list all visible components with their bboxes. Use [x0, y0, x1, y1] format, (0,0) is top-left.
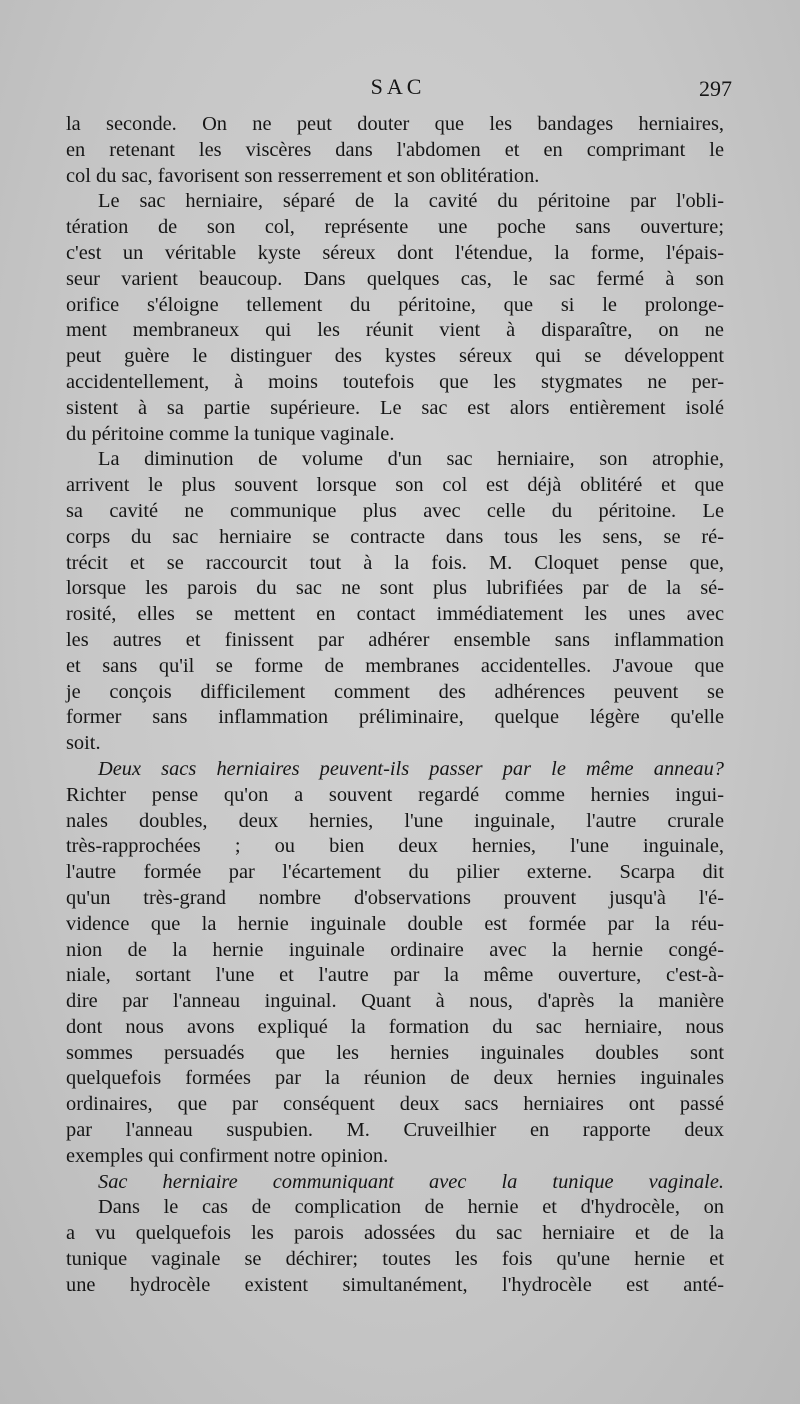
text-line: sa cavité ne communique plus avec celle du péritoine. Le	[66, 499, 724, 522]
text-line: très-rapprochées ; ou bien deux hernies, l'une inguinale,	[66, 835, 724, 858]
text-line: rosité, elles se mettent en contact immédiatement les unes avec	[66, 603, 724, 626]
text-line: tération de son col, représente une poche sans ouverture;	[66, 216, 724, 239]
text-line: col du sac, favorisent son resserrement et son oblitération.	[66, 164, 540, 187]
text-line: exemples qui confirment notre opinion.	[66, 1144, 389, 1167]
text-line: former sans inflammation préliminaire, quelque légère qu'elle	[66, 706, 724, 729]
text-line: lorsque les parois du sac ne sont plus lubrifiées par de la sé-	[66, 577, 724, 600]
text-line: nion de la hernie inguinale ordinaire avec la hernie congé-	[66, 938, 724, 961]
text-line: La diminution de volume d'un sac herniaire, son atrophie,	[98, 448, 724, 471]
text-line: je conçois difficilement comment des adhérences peuvent se	[66, 680, 724, 703]
text-line: orifice s'éloigne tellement du péritoine, que si le prolonge-	[66, 293, 724, 316]
italic-heading-line: Sac herniaire communiquant avec la tunique vaginale.	[98, 1170, 724, 1193]
text-line: Dans le cas de complication de hernie et d'hydrocèle, on	[98, 1196, 724, 1219]
text-line: sommes persuadés que les hernies inguinales doubles sont	[66, 1041, 724, 1064]
text-line: ordinaires, que par conséquent deux sacs herniaires ont passé	[66, 1093, 724, 1116]
page-header	[64, 74, 732, 106]
text-line: nales doubles, deux hernies, l'une inguinale, l'autre crurale	[66, 809, 724, 832]
text-line: et sans qu'il se forme de membranes accidentelles. J'avoue que	[66, 654, 724, 677]
text-line: corps du sac herniaire se contracte dans tous les sens, se ré-	[66, 525, 724, 548]
text-line: dont nous avons expliqué la formation du sac herniaire, nous	[66, 1015, 724, 1038]
text-line: soit.	[66, 732, 101, 755]
text-line: du péritoine comme la tunique vaginale.	[66, 422, 395, 445]
text-line: peut guère le distinguer des kystes séreux qui se développent	[66, 345, 724, 368]
text-line: les autres et finissent par adhérer ensemble sans inflammation	[66, 628, 724, 651]
text-line: quelquefois formées par la réunion de deux hernies inguinales	[66, 1067, 724, 1090]
text-line: c'est un véritable kyste séreux dont l'étendue, la forme, l'épais-	[66, 241, 724, 264]
text-line: trécit et se raccourcit tout à la fois. M. Cloquet pense que,	[66, 551, 724, 574]
text-line: accidentellement, à moins toutefois que les stygmates ne per-	[66, 370, 724, 393]
text-line: sistent à sa partie supérieure. Le sac est alors entièrement isolé	[66, 396, 724, 419]
text-line: la seconde. On ne peut douter que les bandages herniaires,	[66, 113, 724, 135]
text-line: dire par l'anneau inguinal. Quant à nous, d'après la manière	[66, 990, 724, 1013]
italic-heading-line: Deux sacs herniaires peuvent-ils passer par le même anneau?	[98, 757, 724, 780]
text-line: en retenant les viscères dans l'abdomen et en comprimant le	[66, 138, 724, 161]
text-line: vidence que la hernie inguinale double est formée par la réu-	[66, 912, 724, 935]
text-line: niale, sortant l'une et l'autre par la même ouverture, c'est-à-	[66, 964, 724, 987]
text-line: Le sac herniaire, séparé de la cavité du péritoine par l'obli-	[98, 190, 724, 213]
text-line: tunique vaginale se déchirer; toutes les fois qu'une hernie et	[66, 1248, 724, 1271]
text-line: l'autre formée par l'écartement du pilier externe. Scarpa dit	[66, 861, 724, 884]
text-line: une hydrocèle existent simultanément, l'hydrocèle est anté-	[66, 1273, 724, 1296]
text-line: par l'anneau suspubien. M. Cruveilhier en rapporte deux	[66, 1119, 724, 1142]
body-text	[66, 112, 724, 1299]
page-number: 297	[699, 76, 732, 101]
text-line: seur varient beaucoup. Dans quelques cas, le sac fermé à son	[66, 267, 724, 290]
text-line: arrivent le plus souvent lorsque son col est déjà oblitéré et que	[66, 474, 724, 497]
text-line: qu'un très-grand nombre d'observations prouvent jusqu'à l'é-	[66, 886, 724, 909]
text-line: ment membraneux qui les réunit vient à disparaître, on ne	[66, 319, 724, 342]
running-head: SAC	[370, 74, 426, 99]
text-line: Richter pense qu'on a souvent regardé comme hernies ingui-	[66, 783, 724, 806]
text-line: a vu quelquefois les parois adossées du sac herniaire et de la	[66, 1222, 724, 1245]
